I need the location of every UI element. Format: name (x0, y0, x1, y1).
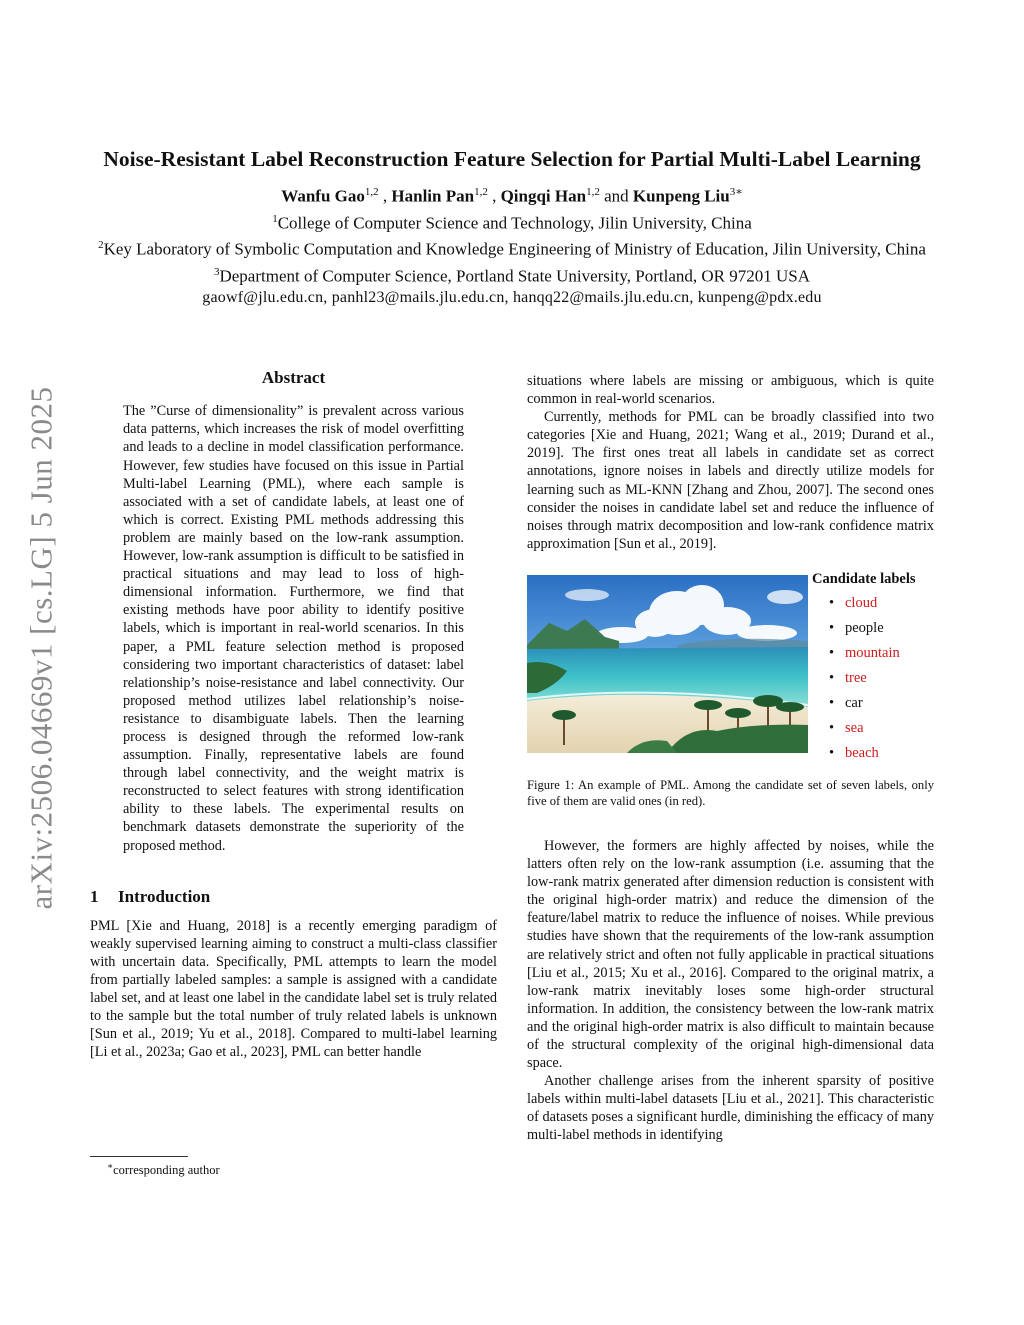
candidate-label-car: • car (829, 694, 863, 711)
abstract-text: The ”Curse of dimensionality” is prevalent across various data patterns, which increases the risk of model overfitting and leads to a decline in model classification performance. However, few studies have focused on this issue in Partial Multi-label Learning (PML), where each sample is associated with a set of candidate labels, at least one of which is correct. Existing PML methods addressing this problem are mainly based on the low-rank assumption. However, low-rank assumption is difficult to be satisfied in practical situations and may lead to loss of high-dimensional information. Furthermore, we find that existing methods have poor ability to identify positive labels, which is important in real-world scenarios. In this paper, a PML feature selection method is proposed considering two important characteristics of dataset: label relationship’s noise-resistance and label connectivity. Our proposed method utilizes label relationship’s noise-resistance to disambiguate labels. Then the learning process is designed through the reformed low-rank assumption. Finally, representative labels are found through label connectivity, and the weight matrix is reconstructed to select features with strong identification ability to these labels. The experimental results on benchmark datasets demonstrate the superiority of the proposed method. (123, 403, 464, 854)
candidate-label-people: • people (829, 619, 884, 636)
candidate-labels-title: Candidate labels (812, 570, 916, 587)
bullet-icon: • (829, 594, 835, 611)
paper-title: Noise-Resistant Label Reconstruction Feature Selection for Partial Multi-Label Learning (103, 147, 921, 171)
section-title: Introduction (118, 886, 211, 906)
figure-1-caption: Figure 1: An example of PML. Among the candidate set of seven labels, only five of them are valid ones (in red). (527, 777, 934, 808)
candidate-label-mountain: • mountain (829, 644, 900, 661)
affiliation: $^1$College of Computer Science and Technology, Jilin University, China (272, 212, 752, 233)
affiliation-list (90, 208, 934, 288)
footnote-text: corresponding author (113, 1163, 220, 1178)
author-list (90, 181, 934, 208)
abstract-heading: Abstract (261, 368, 326, 387)
affiliation: $^2$Key Laboratory of Symbolic Computation and Knowledge Engineering of Ministry of Education, Jilin University, China (98, 239, 926, 259)
bullet-icon: • (829, 694, 835, 711)
footnote-divider (90, 1156, 188, 1157)
footnote-mark: ∗ (107, 1161, 114, 1171)
bullet-icon: • (829, 619, 835, 636)
intro-paragraph-4: Another challenge arises from the inherent sparsity of positive labels within multi-label datasets [Liu et al., 2021]. This characteristic of datasets poses a significant hurdle, diminishing the efficacy of many multi-label methods in identifying (527, 1073, 934, 1144)
figure-1 (527, 571, 934, 761)
author-separator: , (487, 186, 501, 206)
bullet-icon: • (829, 719, 835, 736)
author-affiliation-mark: 1,2 (364, 186, 379, 198)
footnote (107, 1161, 220, 1178)
author-name: Wanfu Gao (281, 186, 365, 206)
candidate-label-list (812, 594, 942, 769)
candidate-label-cloud: • cloud (829, 594, 878, 611)
beach-scene-image (527, 575, 808, 753)
candidate-label-tree: • tree (829, 669, 867, 686)
section-heading-introduction (90, 887, 497, 907)
bullet-icon: • (829, 644, 835, 661)
arxiv-identifier (22, 368, 62, 928)
bullet-icon: • (829, 669, 835, 686)
author-separator: and (599, 186, 633, 206)
intro-paragraph-2: Currently, methods for PML can be broadly classified into two categories [Xie and Huang, 2021; Wang et al., 2019; Durand et al., 2019]. The first ones treat all labels in candidate set as correct annotations, ignore noises in labels and directly utilize models for learning such as ML-KNN [Zhang and Zhou, 2007]. The second ones consider the noises in candidate label set and reduce the influence of noises through matrix decomposition and low-rank confidence matrix approximation [Sun et al., 2019]. (527, 409, 934, 552)
affiliation: $^3$Department of Computer Science, Portland State University, Portland, OR 97201 USA (213, 265, 810, 286)
author-name: Hanlin Pan (391, 186, 475, 206)
author-affiliation-mark: 1,2 (474, 186, 488, 198)
paper-header (90, 146, 934, 308)
right-column (527, 372, 934, 1145)
author-name: Qingqi Han (500, 186, 587, 206)
author-affiliation-mark: 1,2 (586, 186, 600, 198)
author-affiliation-mark: 3∗ (729, 186, 743, 198)
candidate-label-sea: • sea (829, 719, 864, 736)
bullet-icon: • (829, 744, 835, 761)
section-number: 1 (90, 886, 99, 906)
candidate-labels (812, 571, 942, 769)
candidate-label-beach: • beach (829, 744, 879, 761)
author-emails: gaowf@jlu.edu.cn, panhl23@mails.jlu.edu.cn, hanqq22@mails.jlu.edu.cn, kunpeng@pdx.edu (202, 288, 822, 306)
left-column (90, 368, 497, 1061)
arxiv-identifier-text: arXiv:2506.04669v1 [cs.LG] 5 Jun 2025 (24, 386, 59, 910)
author-name: Kunpeng Liu (632, 186, 730, 206)
intro-paragraph-1: PML [Xie and Huang, 2018] is a recently emerging paradigm of weakly supervised learning aiming to construct a multi-class classifier with uncertain data. Specifically, PML attempts to learn the model from partially labeled samples: a sample is assigned with a candidate label set, and at least one label in the candidate label set is truly related to the sample but the total number of truly related labels is unknown [Sun et al., 2019; Yu et al., 2018]. Compared to multi-label learning [Li et al., 2023a; Gao et al., 2023], PML can better handle (90, 917, 497, 1061)
intro-paragraph-1-continued: situations where labels are missing or ambiguous, which is quite common in real-world scenarios. (527, 373, 934, 408)
intro-paragraph-3: However, the formers are highly affected by noises, while the latters often rely on the low-rank assumption (i.e. assuming that the low-rank matrix generated after dimension reduction is consistent with the original high-order matrix) and reduce the dimension of the feature/label matrix to reduce the influence of noises. While previous studies have shown that the requirements of the low-rank assumption are relatively strict and often not fully applicable in practical situations [Liu et al., 2015; Xu et al., 2016]. Compared to the original matrix, a low-rank matrix inevitably loses some high-order structural information. In addition, the consistency between the low-rank matrix and the original high-order matrix is also difficult to maintain because of the structural complexity of the original high-dimensional data space. (527, 837, 934, 1072)
author-separator: , (378, 186, 392, 206)
